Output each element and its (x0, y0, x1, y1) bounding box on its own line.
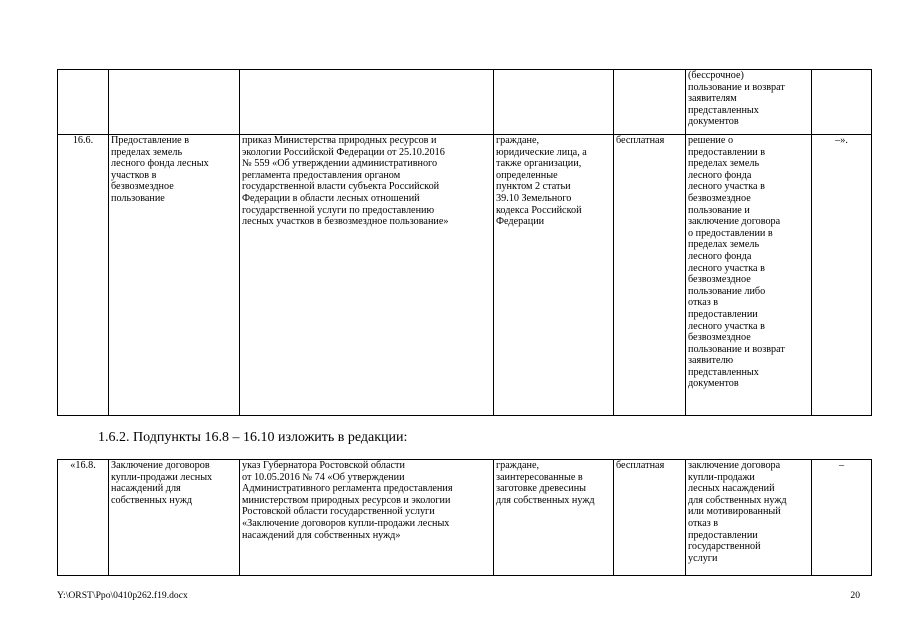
service-name-cell: Предоставление в пределах земель лесного фонда лесных участков в безвозмездное пользование (109, 135, 240, 416)
item-number-cell: «16.8. (58, 460, 109, 576)
table-row (58, 460, 872, 576)
result-cell: заключение договора купли-продажи лесных насаждений для собственных нужд или мотивированный отказ в предоставлении государственной услуги (686, 460, 812, 576)
file-path-footer: Y:\ORST\Ppo\0410p262.f19.docx (57, 590, 188, 601)
applicants-cell: граждане, заинтересованные в заготовке древесины для собственных нужд (494, 460, 614, 576)
legal-act-cell (240, 70, 494, 135)
item-number-cell: 16.6. (58, 135, 109, 416)
section-heading: 1.6.2. Подпункты 16.8 – 16.10 изложить в редакции: (98, 430, 408, 445)
applicants-cell (494, 70, 614, 135)
note-cell (812, 70, 872, 135)
table-row (58, 70, 872, 135)
fee-cell: бесплатная (614, 135, 686, 416)
item-number-cell (58, 70, 109, 135)
service-name-cell (109, 70, 240, 135)
legal-act-cell: указ Губернатора Ростовской области от 10.05.2016 № 74 «Об утверждении Административного регламента предоставления министерством природных ресурсов и экологии Ростовской области государственной услуги «Заключение договоров купли-продажи лесных насаждений для собственных нужд» (240, 460, 494, 576)
applicants-cell: граждане, юридические лица, а также организации, определенные пунктом 2 статьи 39.10 Земельного кодекса Российской Федерации (494, 135, 614, 416)
note-cell: –». (812, 135, 872, 416)
result-cell: (бессрочное) пользование и возврат заявителям представленных документов (686, 70, 812, 135)
result-cell: решение о предоставлении в пределах земель лесного фонда лесного участка в безвозмездное пользование и заключение договора о предоставлении в пределах земель лесного фонда лесного участка в безвозмездное пользование либо отказ в предоставлении лесного участка в безвозмездное пользование и возврат заявителю представленных документов (686, 135, 812, 416)
page-number: 20 (850, 590, 860, 601)
services-table-new (57, 459, 872, 576)
note-cell: – (812, 460, 872, 576)
fee-cell: бесплатная (614, 460, 686, 576)
legal-act-cell: приказ Министерства природных ресурсов и экологии Российской Федерации от 25.10.2016 № 559 «Об утверждении административного регламента предоставления органом государственной власти субъекта Российской Федерации в области лесных отношений государственной услуги по предоставлению лесных участков в безвозмездное пользование» (240, 135, 494, 416)
service-name-cell: Заключение договоров купли-продажи лесных насаждений для собственных нужд (109, 460, 240, 576)
fee-cell (614, 70, 686, 135)
services-table-continued (57, 69, 872, 416)
table-row (58, 135, 872, 416)
